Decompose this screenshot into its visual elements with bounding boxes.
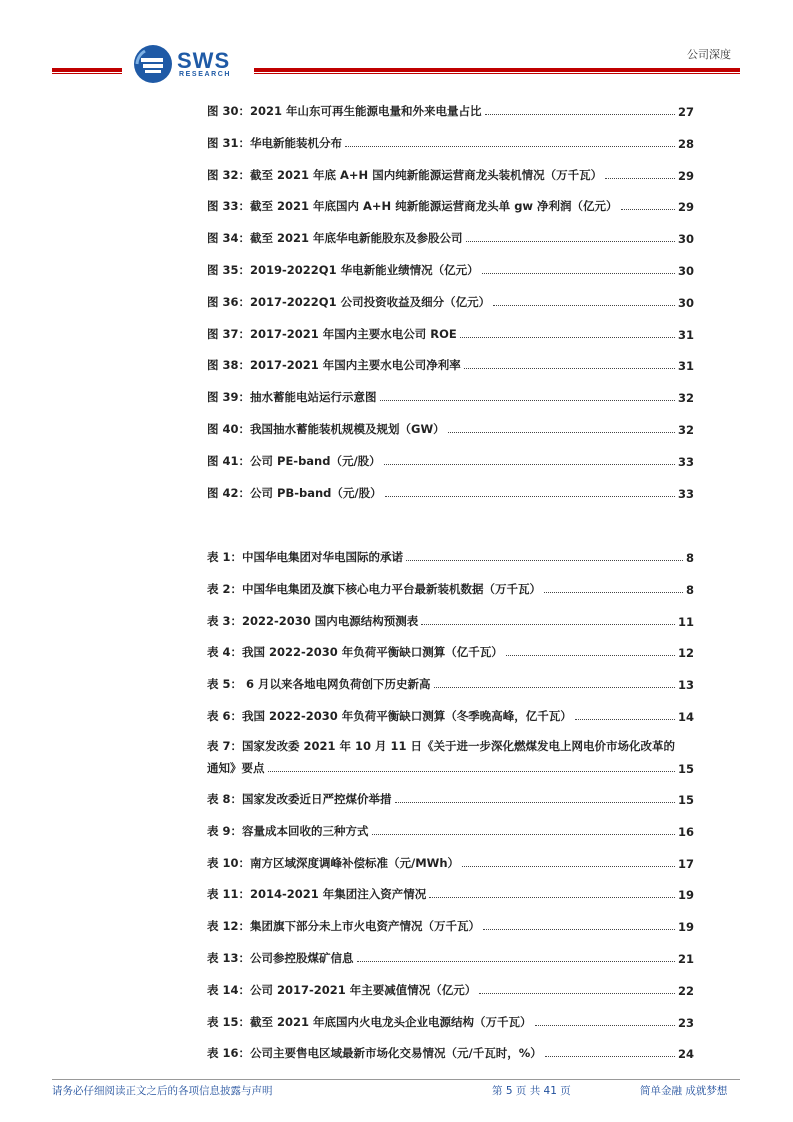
toc-entry-page: 27	[677, 105, 694, 119]
toc-entry[interactable]	[207, 226, 694, 246]
toc-leader-dots	[434, 687, 675, 688]
toc-entry-page: 31	[677, 359, 694, 374]
toc-entry-label: 表 2：中国华电集团及旗下核心电力平台最新装机数据（万千瓦）	[207, 581, 542, 596]
toc-entry-label-cont	[207, 760, 694, 776]
footer-page-number: 第 5 页 共 41 页	[492, 1085, 571, 1097]
toc-leader-dots	[268, 771, 675, 772]
header-rule-left	[52, 68, 122, 72]
toc-leader-dots	[395, 802, 675, 803]
section-label: 公司深度	[687, 48, 731, 61]
toc-entry-label: 图 39：抽水蓄能电站运行示意图	[207, 390, 377, 405]
toc-entry-label: 图 34：截至 2021 年底华电新能股东及参股公司	[207, 231, 463, 246]
toc-entry-page: 21	[677, 952, 694, 966]
toc-leader-dots	[429, 897, 675, 898]
toc-leader-dots	[460, 337, 675, 338]
logo-wordmark: SWS	[177, 48, 231, 73]
toc-entry[interactable]	[207, 290, 694, 310]
toc-entry-label: 表 3：2022-2030 国内电源结构预测表	[207, 613, 419, 628]
toc-entry[interactable]	[207, 322, 694, 342]
header-rule-right	[254, 68, 740, 72]
toc-entry-page: 29	[677, 168, 694, 183]
toc-leader-dots	[406, 560, 683, 561]
toc-entry[interactable]	[207, 819, 694, 839]
toc-leader-dots	[575, 719, 675, 720]
toc-leader-dots	[506, 655, 675, 656]
toc-entry-label: 表 5： 6 月以来各地电网负荷创下历史新高	[207, 677, 431, 692]
toc-entry-page: 30	[677, 232, 694, 247]
toc-leader-dots	[372, 834, 675, 835]
toc-leader-dots	[462, 866, 675, 867]
toc-entry[interactable]	[207, 914, 694, 934]
toc-entry-page: 19	[677, 920, 694, 935]
toc-entry-page: 31	[677, 327, 694, 342]
toc-entry-page: 15	[677, 793, 694, 807]
toc-entry-page: 14	[677, 710, 694, 724]
toc-entry-page: 11	[677, 614, 694, 629]
toc-entry[interactable]	[207, 131, 694, 151]
toc-leader-dots	[357, 961, 675, 962]
toc-entry[interactable]	[207, 258, 694, 278]
toc-leader-dots	[605, 178, 675, 179]
toc-entry[interactable]	[207, 545, 694, 565]
toc-entry-label: 图 37：2017-2021 年国内主要水电公司 ROE	[207, 326, 457, 341]
toc-entry-label: 表 8：国家发改委近日严控煤价举措	[207, 792, 392, 806]
toc-entry-page: 33	[677, 486, 694, 501]
toc-leader-dots	[345, 146, 675, 147]
toc-entry-page: 8	[685, 582, 694, 597]
sws-logo	[133, 44, 243, 84]
toc-entry[interactable]	[207, 738, 694, 776]
toc-entry[interactable]	[207, 163, 694, 183]
toc-entry-label: 表 11：2014-2021 年集团注入资产情况	[207, 887, 427, 902]
toc-entry[interactable]	[207, 978, 694, 998]
toc-entry-page: 19	[677, 888, 694, 903]
toc-entry-label: 图 42：公司 PB-band（元/股）	[207, 485, 382, 500]
toc-leader-dots	[621, 209, 675, 210]
toc-entry-label: 图 31：华电新能装机分布	[207, 135, 343, 150]
toc-leader-dots	[380, 400, 675, 401]
toc-entry[interactable]	[207, 946, 694, 966]
toc-entry[interactable]	[207, 194, 694, 214]
toc-entry-page: 32	[677, 391, 694, 406]
toc-entry-label: 图 33：截至 2021 年底国内 A+H 纯新能源运营商龙头单 gw 净利润（亿元）	[207, 199, 618, 214]
footer-rule	[52, 1079, 740, 1080]
toc-entry[interactable]	[207, 787, 694, 807]
toc-entry-page: 24	[677, 1047, 694, 1062]
toc-entry-page: 30	[677, 264, 694, 278]
toc-entry-page: 22	[677, 983, 694, 998]
toc-entry-label: 表 6：我国 2022-2030 年负荷平衡缺口测算（冬季晚高峰，亿千瓦）	[207, 709, 572, 723]
toc-entry-label: 表 12：集团旗下部分未上市火电资产情况（万千瓦）	[207, 919, 481, 934]
footer-slogan: 简单金融 成就梦想	[640, 1085, 728, 1097]
toc-entry[interactable]	[207, 417, 694, 437]
toc-entry-page: 17	[677, 856, 694, 871]
toc-entry-label: 表 13：公司参控股煤矿信息	[207, 951, 354, 965]
sws-logo-icon	[133, 44, 173, 84]
toc-entry-label: 表 9：容量成本回收的三种方式	[207, 823, 369, 838]
toc-entry[interactable]	[207, 385, 694, 405]
toc-leader-dots	[384, 464, 675, 465]
header-rule-left-thin	[52, 73, 122, 74]
toc-entry[interactable]	[207, 481, 694, 501]
toc-entry-label: 图 40：我国抽水蓄能装机规模及规划（GW）	[207, 422, 445, 436]
toc-leader-dots	[448, 432, 675, 433]
toc-leader-dots	[483, 929, 675, 930]
toc-entry-page: 12	[677, 646, 694, 661]
header-rule-right-thin	[254, 73, 740, 74]
toc-entry-page: 15	[677, 762, 694, 776]
toc-entry-label: 表 15：截至 2021 年底国内火电龙头企业电源结构（万千瓦）	[207, 1014, 532, 1029]
toc-entry[interactable]	[207, 882, 694, 902]
toc-leader-dots	[421, 624, 675, 625]
toc-leader-dots	[464, 368, 675, 369]
toc-entry-label: 表 7：国家发改委 2021 年 10 月 11 日《关于进一步深化燃煤发电上网电价市场化改革的	[207, 739, 676, 753]
toc-entry[interactable]	[207, 640, 694, 660]
page-header	[0, 0, 793, 90]
toc-leader-dots	[535, 1025, 675, 1026]
toc-entry-page: 23	[677, 1015, 694, 1030]
toc-entry-label: 表 10：南方区域深度调峰补偿标准（元/MWh）	[207, 855, 460, 870]
toc-entry[interactable]	[207, 851, 694, 871]
toc-leader-dots	[485, 114, 675, 115]
toc-leader-dots	[466, 241, 675, 242]
toc-entry-label: 图 38：2017-2021 年国内主要水电公司净利率	[207, 358, 461, 373]
toc-entry[interactable]	[207, 1041, 694, 1061]
toc-entry-label: 图 30：2021 年山东可再生能源电量和外来电量占比	[207, 104, 482, 118]
toc-entry-label: 表 4：我国 2022-2030 年负荷平衡缺口测算（亿千瓦）	[207, 645, 503, 660]
toc-entry-label: 图 35：2019-2022Q1 华电新能业绩情况（亿元）	[207, 263, 479, 277]
toc-entry[interactable]	[207, 609, 694, 629]
toc-entry[interactable]	[207, 704, 694, 724]
toc-entry[interactable]	[207, 1010, 694, 1030]
toc-entry[interactable]	[207, 353, 694, 373]
toc-entry-page: 30	[677, 295, 694, 310]
toc-leader-dots	[544, 592, 683, 593]
toc-entry[interactable]	[207, 577, 694, 597]
toc-entry-label: 图 32：截至 2021 年底 A+H 国内纯新能源运营商龙头装机情况（万千瓦）	[207, 167, 603, 182]
toc-entry[interactable]	[207, 99, 694, 119]
footer-disclaimer: 请务必仔细阅读正文之后的各项信息披露与声明	[52, 1085, 273, 1097]
toc-entry-label: 图 36：2017-2022Q1 公司投资收益及细分（亿元）	[207, 294, 491, 309]
toc-entry-label: 表 1：中国华电集团对华电国际的承诺	[207, 550, 404, 564]
toc-entry-label-end: 通知》要点	[207, 761, 265, 775]
toc-entry-label: 表 14：公司 2017-2021 年主要减值情况（亿元）	[207, 982, 477, 997]
toc-entry-page: 13	[677, 678, 694, 693]
toc-entry-page: 16	[677, 824, 694, 839]
toc-entry-page: 33	[677, 454, 694, 469]
toc-entry[interactable]	[207, 672, 694, 692]
toc-entry-label: 图 41：公司 PE-band（元/股）	[207, 453, 381, 468]
logo-subtitle: RESEARCH	[179, 71, 232, 78]
toc-entry[interactable]	[207, 449, 694, 469]
toc-leader-dots	[479, 993, 675, 994]
toc-leader-dots	[493, 305, 675, 306]
toc-entry-page: 28	[677, 136, 694, 151]
toc-leader-dots	[482, 273, 675, 274]
toc-leader-dots	[385, 496, 675, 497]
toc-entry-page: 29	[677, 200, 694, 215]
toc-entry-page: 32	[677, 423, 694, 437]
toc-leader-dots	[545, 1056, 675, 1057]
toc-entry-page: 8	[685, 551, 694, 565]
toc-entry-label: 表 16：公司主要售电区域最新市场化交易情况（元/千瓦时，%）	[207, 1046, 542, 1061]
